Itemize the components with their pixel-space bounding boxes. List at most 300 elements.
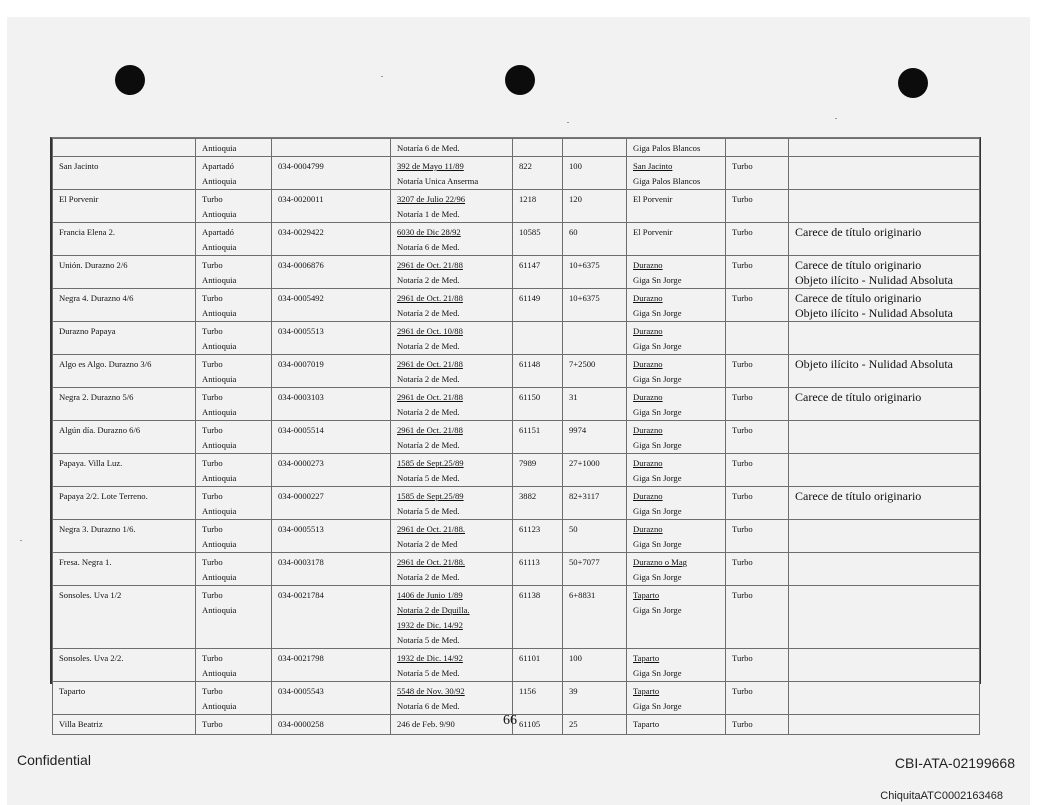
cell-observaciones xyxy=(789,586,980,649)
escritura-line: Notaría 2 de Med. xyxy=(397,572,460,582)
cell-escritura xyxy=(391,190,513,223)
comprador-line: Giga Sn Jorge xyxy=(633,308,682,318)
municipio-text: Turbo Antioquia xyxy=(202,392,237,417)
area2-text: 120 xyxy=(569,194,582,204)
cell-comprador xyxy=(627,289,726,322)
predio-text: Sonsoles. Uva 1/2 xyxy=(59,590,122,600)
cell-comprador xyxy=(627,487,726,520)
escritura-line: 2961 de Oct. 21/88 xyxy=(397,359,463,369)
comprador-line: Giga Sn Jorge xyxy=(633,407,682,417)
punch-hole-right xyxy=(898,68,928,98)
table-row xyxy=(53,322,980,355)
area2-text: 10+6375 xyxy=(569,293,600,303)
table-row xyxy=(53,682,980,715)
comprador-line: Durazno o Mag xyxy=(633,557,687,567)
cell-area2 xyxy=(563,289,627,322)
comprador-line: Durazno xyxy=(633,392,663,402)
cell-comprador xyxy=(627,553,726,586)
cell-observaciones xyxy=(789,388,980,421)
cell-comprador xyxy=(627,715,726,735)
municipio-text: Turbo Antioquia xyxy=(202,491,237,516)
cell-comprador xyxy=(627,586,726,649)
escritura-line: Notaría 2 de Dquilla. xyxy=(397,605,470,615)
area2-text: 10+6375 xyxy=(569,260,600,270)
cell-observaciones xyxy=(789,649,980,682)
cell-matricula xyxy=(272,355,391,388)
zona-text: Turbo xyxy=(732,425,753,435)
escritura-line: Notaría 5 de Med. xyxy=(397,668,460,678)
predio-text: Sonsoles. Uva 2/2. xyxy=(59,653,124,663)
predio-text: San Jacinto xyxy=(59,161,99,171)
cell-area1 xyxy=(513,223,563,256)
page-number: 66 xyxy=(503,713,517,728)
comprador-line: Giga Sn Jorge xyxy=(633,605,682,615)
cell-zona xyxy=(726,139,789,157)
escritura-line: Notaría 2 de Med. xyxy=(397,440,460,450)
cell-escritura xyxy=(391,715,513,735)
comprador-line: El Porvenir xyxy=(633,194,673,204)
observaciones-line: Objeto ilícito - Nulidad Absoluta xyxy=(795,273,953,287)
escritura-line: Notaría 2 de Med. xyxy=(397,275,460,285)
cell-area1 xyxy=(513,322,563,355)
predio-text: Francia Elena 2. xyxy=(59,227,116,237)
cell-area2 xyxy=(563,454,627,487)
escritura-line: 3207 de Julio 22/96 xyxy=(397,194,466,204)
cell-area2 xyxy=(563,190,627,223)
cell-matricula xyxy=(272,520,391,553)
cell-municipio xyxy=(196,190,272,223)
escritura-line: 2961 de Oct. 21/88. xyxy=(397,524,466,534)
cell-zona xyxy=(726,256,789,289)
production-number: ChiquitaATC0002163468 xyxy=(880,790,1003,802)
cell-zona xyxy=(726,322,789,355)
matricula-text: 034-0003178 xyxy=(278,557,324,567)
table-row xyxy=(53,157,980,190)
escritura-line: Notaría 6 de Med. xyxy=(397,701,460,711)
cell-comprador xyxy=(627,322,726,355)
cell-area2 xyxy=(563,586,627,649)
matricula-text: 034-0021784 xyxy=(278,590,324,600)
area1-text: 3882 xyxy=(519,491,537,501)
cell-predio xyxy=(53,139,196,157)
cell-observaciones xyxy=(789,553,980,586)
cell-escritura xyxy=(391,355,513,388)
table-row xyxy=(53,649,980,682)
area1-text: 61138 xyxy=(519,590,541,600)
cell-predio xyxy=(53,157,196,190)
municipio-text: Turbo Antioquia xyxy=(202,260,237,285)
predio-text: El Porvenir xyxy=(59,194,99,204)
predio-text: Algún día. Durazno 6/6 xyxy=(59,425,141,435)
matricula-text: 034-0000227 xyxy=(278,491,324,501)
cell-municipio xyxy=(196,586,272,649)
comprador-line: Taparto xyxy=(633,686,660,696)
cell-municipio xyxy=(196,715,272,735)
escritura-line: Notaría Unica Ansermа xyxy=(397,176,479,186)
comprador-line: Durazno xyxy=(633,260,663,270)
cell-comprador xyxy=(627,223,726,256)
predio-text: Negra 2. Durazno 5/6 xyxy=(59,392,134,402)
area1-text: 10585 xyxy=(519,227,541,237)
cell-escritura xyxy=(391,421,513,454)
area1-text: 7989 xyxy=(519,458,537,468)
municipio-text: Turbo Antioquia xyxy=(202,590,237,615)
cell-observaciones xyxy=(789,190,980,223)
table-row xyxy=(53,487,980,520)
comprador-line: Taparto xyxy=(633,719,660,729)
cell-zona xyxy=(726,553,789,586)
predio-text: Negra 4. Durazno 4/6 xyxy=(59,293,134,303)
cell-predio xyxy=(53,421,196,454)
predio-text: Papaya. Villa Luz. xyxy=(59,458,123,468)
zona-text: Turbo xyxy=(732,293,753,303)
escritura-line: 2961 de Oct. 10/88 xyxy=(397,326,463,336)
cell-comprador xyxy=(627,520,726,553)
cell-municipio xyxy=(196,421,272,454)
cell-matricula xyxy=(272,487,391,520)
cell-area1 xyxy=(513,139,563,157)
escritura-line: Notaría 5 de Med. xyxy=(397,635,460,645)
predio-text: Villa Beatriz xyxy=(59,719,103,729)
matricula-text: 034-0004799 xyxy=(278,161,324,171)
escritura-line: 2961 de Oct. 21/88 xyxy=(397,260,463,270)
cell-area1 xyxy=(513,256,563,289)
cell-zona xyxy=(726,388,789,421)
comprador-line: Giga Sn Jorge xyxy=(633,440,682,450)
comprador-line: Durazno xyxy=(633,293,663,303)
municipio-text: Apartadó Antioquia xyxy=(202,161,237,186)
cell-area1 xyxy=(513,388,563,421)
zona-text: Turbo xyxy=(732,491,753,501)
area2-text: 50 xyxy=(569,524,578,534)
cell-area1 xyxy=(513,487,563,520)
area2-text: 60 xyxy=(569,227,578,237)
cell-comprador xyxy=(627,157,726,190)
escritura-line: 5548 de Nov. 30/92 xyxy=(397,686,465,696)
escritura-line: Notaría 1 de Med. xyxy=(397,209,460,219)
escritura-line: 2961 de Oct. 21/88 xyxy=(397,293,463,303)
predio-text: Fresa. Negra 1. xyxy=(59,557,112,567)
comprador-line: Giga Sn Jorge xyxy=(633,668,682,678)
table-row xyxy=(53,289,980,322)
cell-observaciones xyxy=(789,139,980,157)
punch-hole-center xyxy=(505,65,535,95)
cell-zona xyxy=(726,715,789,735)
cell-comprador xyxy=(627,388,726,421)
cell-zona xyxy=(726,421,789,454)
cell-predio xyxy=(53,355,196,388)
cell-zona xyxy=(726,520,789,553)
area1-text: 61101 xyxy=(519,653,541,663)
observaciones-line: Objeto ilícito - Nulidad Absoluta xyxy=(795,357,953,371)
predio-text: Unión. Durazno 2/6 xyxy=(59,260,128,270)
matricula-text: 034-0000258 xyxy=(278,719,324,729)
escritura-line: 1932 de Dic. 14/92 xyxy=(397,620,463,630)
cell-area1 xyxy=(513,649,563,682)
escritura-line: 6030 de Dic 28/92 xyxy=(397,227,461,237)
area2-text: 39 xyxy=(569,686,578,696)
area2-text: 7+2500 xyxy=(569,359,596,369)
observaciones-line: Carece de título originario xyxy=(795,489,922,503)
escritura-line: Notaría 2 de Med. xyxy=(397,308,460,318)
escritura-line: 2961 de Oct. 21/88. xyxy=(397,557,466,567)
area2-text: 25 xyxy=(569,719,578,729)
zona-text: Turbo xyxy=(732,359,753,369)
cell-predio xyxy=(53,553,196,586)
property-table xyxy=(50,137,981,729)
cell-escritura xyxy=(391,289,513,322)
cell-area1 xyxy=(513,715,563,735)
cell-area2 xyxy=(563,355,627,388)
municipio-text: Turbo Antioquia xyxy=(202,194,237,219)
cell-comprador xyxy=(627,421,726,454)
cell-predio xyxy=(53,520,196,553)
escritura-line: 2961 de Oct. 21/88 xyxy=(397,425,463,435)
municipio-text: Turbo Antioquia xyxy=(202,293,237,318)
zona-text: Turbo xyxy=(732,557,753,567)
matricula-text: 034-0005514 xyxy=(278,425,324,435)
comprador-line: Giga Palos Blancos xyxy=(633,143,701,153)
area1-text: 61113 xyxy=(519,557,540,567)
cell-area2 xyxy=(563,553,627,586)
cell-predio xyxy=(53,586,196,649)
cell-area2 xyxy=(563,682,627,715)
cell-municipio xyxy=(196,388,272,421)
cell-escritura xyxy=(391,139,513,157)
area1-text: 61147 xyxy=(519,260,541,270)
comprador-line: Giga Sn Jorge xyxy=(633,275,682,285)
comprador-line: Giga Sn Jorge xyxy=(633,701,682,711)
escritura-line: 2961 de Oct. 21/88 xyxy=(397,392,463,402)
escritura-line: Notaría 5 de Med. xyxy=(397,506,460,516)
observaciones-line: Carece de título originario xyxy=(795,225,922,239)
area1-text: 61148 xyxy=(519,359,541,369)
cell-zona xyxy=(726,586,789,649)
cell-matricula xyxy=(272,649,391,682)
escritura-line: Notaría 2 de Med. xyxy=(397,374,460,384)
municipio-text: Turbo Antioquia xyxy=(202,524,237,549)
zona-text: Turbo xyxy=(732,590,753,600)
table-row xyxy=(53,421,980,454)
cell-area2 xyxy=(563,322,627,355)
cell-escritura xyxy=(391,649,513,682)
cell-municipio xyxy=(196,139,272,157)
cell-observaciones xyxy=(789,487,980,520)
municipio-text: Turbo Antioquia xyxy=(202,557,237,582)
scan-speck xyxy=(20,540,22,541)
area1-text: 61150 xyxy=(519,392,541,402)
cell-escritura xyxy=(391,682,513,715)
escritura-line: Notaría 2 de Med xyxy=(397,539,458,549)
area2-text: 100 xyxy=(569,653,582,663)
cell-area1 xyxy=(513,553,563,586)
cell-observaciones xyxy=(789,454,980,487)
cell-comprador xyxy=(627,682,726,715)
cell-matricula xyxy=(272,289,391,322)
matricula-text: 034-0003103 xyxy=(278,392,324,402)
table-row xyxy=(53,586,980,649)
cell-area1 xyxy=(513,190,563,223)
zona-text: Turbo xyxy=(732,227,753,237)
table-row xyxy=(53,139,980,157)
zona-text: Turbo xyxy=(732,524,753,534)
zona-text: Turbo xyxy=(732,194,753,204)
comprador-line: El Porvenir xyxy=(633,227,673,237)
predio-text: Papaya 2/2. Lote Terreno. xyxy=(59,491,148,501)
comprador-line: Giga Sn Jorge xyxy=(633,341,682,351)
matricula-text: 034-0005513 xyxy=(278,326,324,336)
predio-text: Durazno Papaya xyxy=(59,326,116,336)
cell-municipio xyxy=(196,223,272,256)
observaciones-line: Carece de título originario xyxy=(795,258,922,272)
cell-escritura xyxy=(391,553,513,586)
cell-area2 xyxy=(563,223,627,256)
matricula-text: 034-0029422 xyxy=(278,227,324,237)
municipio-text: Turbo Antioquia xyxy=(202,326,237,351)
observaciones-line: Carece de título originario xyxy=(795,291,922,305)
comprador-line: Giga Palos Blancos xyxy=(633,176,701,186)
cell-comprador xyxy=(627,190,726,223)
matricula-text: 034-0020011 xyxy=(278,194,324,204)
scan-speck xyxy=(835,118,837,119)
escritura-line: Notaría 5 de Med. xyxy=(397,473,460,483)
zona-text: Turbo xyxy=(732,653,753,663)
cell-zona xyxy=(726,157,789,190)
cell-municipio xyxy=(196,157,272,190)
cell-area1 xyxy=(513,289,563,322)
cell-matricula xyxy=(272,223,391,256)
cell-matricula xyxy=(272,190,391,223)
cell-zona xyxy=(726,454,789,487)
comprador-line: San Jacinto xyxy=(633,161,673,171)
escritura-line: 1585 de Sept.25/89 xyxy=(397,491,464,501)
escritura-line: 392 de Mayo 11/89 xyxy=(397,161,464,171)
cell-predio xyxy=(53,487,196,520)
comprador-line: Giga Sn Jorge xyxy=(633,539,682,549)
cell-area1 xyxy=(513,682,563,715)
cell-observaciones xyxy=(789,322,980,355)
escritura-line: Notaría 2 de Med. xyxy=(397,407,460,417)
area1-text: 61105 xyxy=(519,719,541,729)
cell-comprador xyxy=(627,649,726,682)
comprador-line: Taparto xyxy=(633,653,660,663)
cell-municipio xyxy=(196,289,272,322)
cell-matricula xyxy=(272,715,391,735)
cell-matricula xyxy=(272,682,391,715)
cell-area1 xyxy=(513,586,563,649)
table-row xyxy=(53,520,980,553)
cell-observaciones xyxy=(789,256,980,289)
comprador-line: Durazno xyxy=(633,458,663,468)
escritura-line: 246 de Feb. 9/90 xyxy=(397,719,455,729)
cell-zona xyxy=(726,190,789,223)
table-row xyxy=(53,553,980,586)
municipio-text: Turbo Antioquia xyxy=(202,653,237,678)
cell-area1 xyxy=(513,157,563,190)
cell-municipio xyxy=(196,649,272,682)
cell-predio xyxy=(53,256,196,289)
cell-area1 xyxy=(513,355,563,388)
municipio-text: Antioquia xyxy=(202,143,237,153)
area1-text: 61149 xyxy=(519,293,541,303)
cell-matricula xyxy=(272,256,391,289)
matricula-text: 034-0021798 xyxy=(278,653,324,663)
area2-text: 100 xyxy=(569,161,582,171)
comprador-line: Durazno xyxy=(633,425,663,435)
predio-text: Algo es Algo. Durazno 3/6 xyxy=(59,359,152,369)
table-row xyxy=(53,454,980,487)
cell-municipio xyxy=(196,355,272,388)
area1-text: 61151 xyxy=(519,425,541,435)
cell-observaciones xyxy=(789,421,980,454)
escritura-line: Notaría 6 de Med. xyxy=(397,143,460,153)
cell-zona xyxy=(726,289,789,322)
cell-comprador xyxy=(627,454,726,487)
cell-comprador xyxy=(627,355,726,388)
municipio-text: Turbo Antioquia xyxy=(202,458,237,483)
table-row xyxy=(53,355,980,388)
area1-text: 1156 xyxy=(519,686,536,696)
comprador-line: Giga Sn Jorge xyxy=(633,374,682,384)
cell-area2 xyxy=(563,487,627,520)
cell-municipio xyxy=(196,322,272,355)
cell-matricula xyxy=(272,421,391,454)
table-row xyxy=(53,388,980,421)
escritura-line: 1585 de Sept.25/89 xyxy=(397,458,464,468)
cell-area1 xyxy=(513,520,563,553)
municipio-text: Turbo Antioquia xyxy=(202,359,237,384)
cell-predio xyxy=(53,388,196,421)
matricula-text: 034-0005513 xyxy=(278,524,324,534)
cell-matricula xyxy=(272,157,391,190)
cell-observaciones xyxy=(789,223,980,256)
cell-predio xyxy=(53,289,196,322)
cell-observaciones xyxy=(789,715,980,735)
cell-matricula xyxy=(272,139,391,157)
cell-matricula xyxy=(272,586,391,649)
comprador-line: Durazno xyxy=(633,491,663,501)
zona-text: Turbo xyxy=(732,392,753,402)
area1-text: 61123 xyxy=(519,524,541,534)
cell-escritura xyxy=(391,586,513,649)
zona-text: Turbo xyxy=(732,161,753,171)
cell-area2 xyxy=(563,715,627,735)
predio-text: Taparto xyxy=(59,686,86,696)
matricula-text: 034-0005543 xyxy=(278,686,324,696)
zona-text: Turbo xyxy=(732,719,753,729)
cell-escritura xyxy=(391,157,513,190)
punch-hole-left xyxy=(115,65,145,95)
cell-area2 xyxy=(563,139,627,157)
cell-matricula xyxy=(272,322,391,355)
area1-text: 1218 xyxy=(519,194,537,204)
cell-area2 xyxy=(563,256,627,289)
cell-municipio xyxy=(196,682,272,715)
cell-zona xyxy=(726,682,789,715)
cell-escritura xyxy=(391,520,513,553)
area2-text: 31 xyxy=(569,392,578,402)
cell-municipio xyxy=(196,454,272,487)
confidential-label: Confidential xyxy=(17,752,91,768)
matricula-text: 034-0005492 xyxy=(278,293,324,303)
comprador-line: Giga Sn Jorge xyxy=(633,506,682,516)
table-body xyxy=(53,139,980,735)
cell-municipio xyxy=(196,256,272,289)
cell-area2 xyxy=(563,649,627,682)
cell-matricula xyxy=(272,454,391,487)
cell-municipio xyxy=(196,520,272,553)
zona-text: Turbo xyxy=(732,686,753,696)
